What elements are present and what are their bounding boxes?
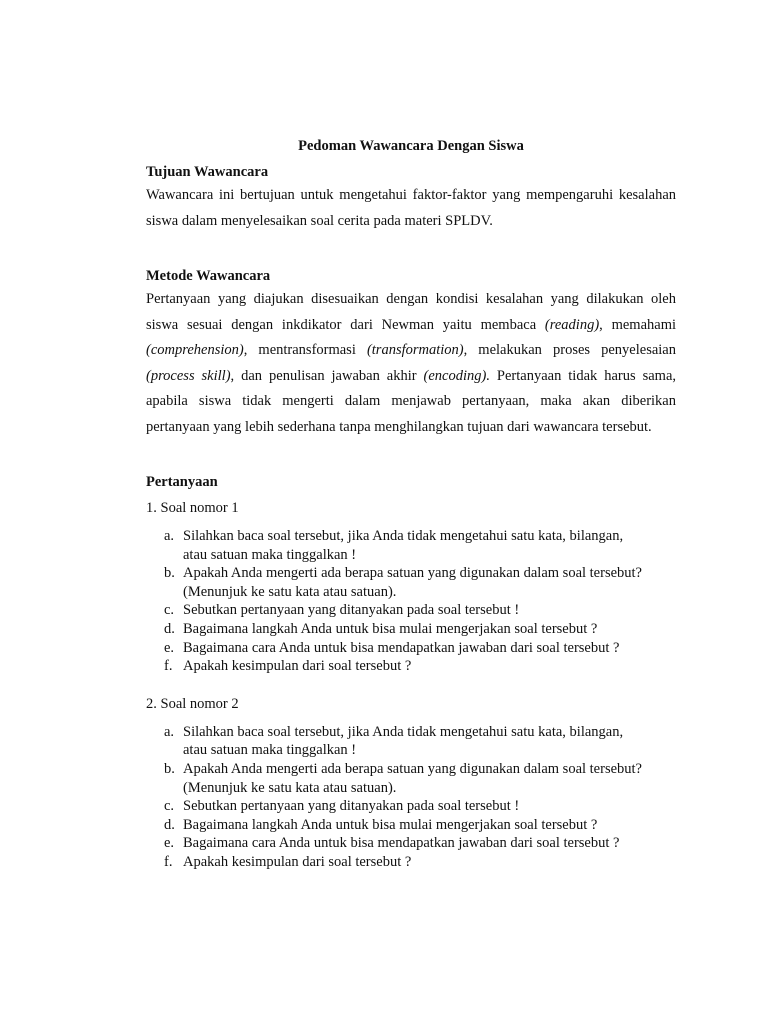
question-marker: d. [164,620,175,637]
question-marker: e. [164,835,175,852]
soal-1-question-list [146,527,676,676]
metode-term-reading: (reading) [544,316,600,333]
question-marker: d. [164,816,175,833]
metode-term-process-skill: (process skill) [146,367,231,384]
question-item [146,853,676,872]
metode-text-4: , melakukan proses penyelesaian [463,342,676,358]
question-item [146,760,676,797]
question-text: Silahkan baca soal tersebut, jika Anda tidak mengetahui satu kata, bilangan, [183,723,624,740]
document-title: Pedoman Wawancara Dengan Siswa [298,138,524,154]
question-marker: f. [164,658,173,675]
question-text: Apakah kesimpulan dari soal tersebut ? [183,853,412,870]
metode-text-6: Pertanyaan tidak harus sama, apabila siswa tidak mengerti dalam menjawab pertanyaan, maka akan diberikan pertanyaan yang lebih sederhana tanpa menghilangkan tujuan dari wawancara tersebut. [146,367,677,435]
question-marker: f. [164,853,173,870]
question-text: Sebutkan pertanyaan yang ditanyakan pada soal tersebut ! [183,798,520,815]
question-text: Apakah kesimpulan dari soal tersebut ? [183,658,412,675]
soal-2-question-list [146,723,676,872]
question-item [146,797,676,816]
question-text: Silahkan baca soal tersebut, jika Anda tidak mengetahui satu kata, bilangan, [183,528,624,544]
question-item [146,601,676,620]
tujuan-paragraph: Wawancara ini bertujuan untuk mengetahui faktor-faktor yang mempengaruhi kesalahan siswa dalam menyelesaikan soal cerita pada materi SPLDV. [146,187,676,229]
question-marker: a. [164,528,175,544]
metode-paragraph [146,287,676,440]
pertanyaan-heading: Pertanyaan [146,474,218,490]
section-gap [146,440,676,465]
question-text: Apakah Anda mengerti ada berapa satuan yang digunakan dalam soal tersebut? [183,760,642,777]
section-gap [146,234,676,259]
question-text: Bagaimana cara Anda untuk bisa mendapatkan jawaban dari soal tersebut ? [183,639,620,656]
metode-heading: Metode Wawancara [146,268,271,284]
metode-term-transformation: (transformation) [366,342,464,358]
metode-text-1: Pertanyaan yang diajukan disesuaikan dengan kondisi kesalahan yang dilakukan oleh siswa sesuai dengan inkdikator dari Newman yaitu membaca [146,291,676,333]
question-item [146,620,676,639]
question-text: Apakah Anda mengerti ada berapa satuan yang digunakan dalam soal tersebut? [183,565,642,582]
question-item [146,723,676,760]
metode-text-5: , dan penulisan jawaban akhir [230,367,424,384]
question-marker: b. [164,565,175,582]
question-marker: a. [164,723,175,740]
question-text-continued: (Menunjuk ke satu kata atau satuan). [183,583,397,600]
question-item [146,657,676,676]
question-text-continued: (Menunjuk ke satu kata atau satuan). [183,779,397,796]
question-item [146,564,676,601]
metode-text-2: , memahami [599,316,676,333]
question-text-continued: atau satuan maka tinggalkan ! [183,742,357,759]
question-item [146,527,676,564]
metode-text-3: , mentransformasi [243,342,367,358]
metode-term-comprehension: (comprehension) [146,342,244,358]
document-content [146,137,676,872]
soal-2-label: 2. Soal nomor 2 [146,695,239,712]
question-text-continued: atau satuan maka tinggalkan ! [183,546,357,563]
question-text: Sebutkan pertanyaan yang ditanyakan pada soal tersebut ! [183,602,520,619]
question-marker: c. [164,798,175,815]
question-item [146,834,676,853]
question-text: Bagaimana langkah Anda untuk bisa mulai mengerjakan soal tersebut ? [183,620,598,637]
metode-term-encoding: (encoding). [423,367,490,384]
question-item [146,639,676,658]
question-item [146,816,676,835]
question-text: Bagaimana langkah Anda untuk bisa mulai mengerjakan soal tersebut ? [183,816,598,833]
question-marker: b. [164,760,175,777]
soal-1-label: 1. Soal nomor 1 [146,500,239,516]
question-marker: e. [164,639,175,656]
tujuan-heading: Tujuan Wawancara [146,164,269,180]
question-text: Bagaimana cara Anda untuk bisa mendapatkan jawaban dari soal tersebut ? [183,835,620,852]
question-marker: c. [164,602,175,619]
